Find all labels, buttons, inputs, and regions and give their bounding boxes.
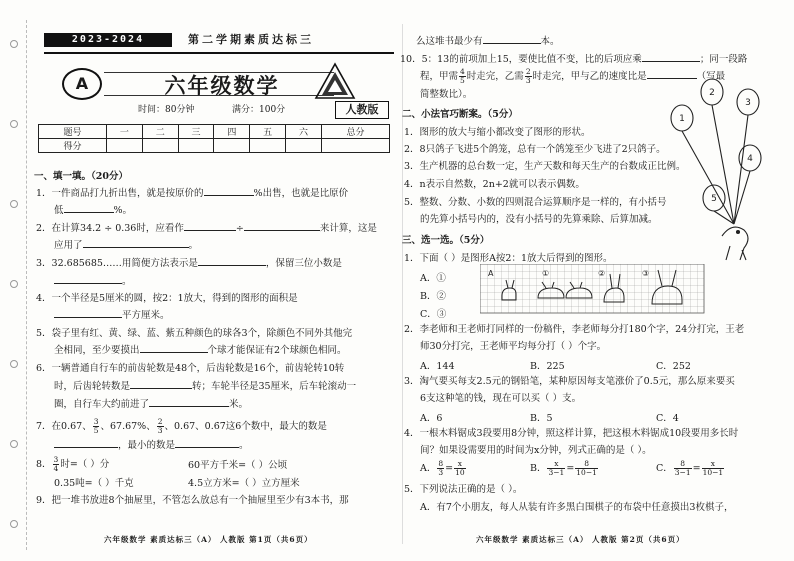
choice-3-option-b[interactable]: B．5 [530, 413, 553, 424]
term-title: 第二学期素质达标三 [188, 33, 314, 46]
footer-right: 六年级数学 素质达标三（A） 人教版 第2页（共6页） [476, 535, 685, 544]
table-cell: 一 [107, 125, 143, 139]
q8-line: 8． $\frac{3}{4}$ 时=（ ）分 [36, 455, 110, 473]
judge-3: 3．生产机器的总台数一定，生产天数和每天生产的台数成正比例。 [404, 161, 686, 172]
fraction: $\frac{3}{4}$ [53, 455, 59, 473]
q4-line: 4．一个半径是5厘米的圆，按2：1放大，得到的图形的面积是 [36, 293, 298, 304]
q9-line: 9．把一堆书放进8个抽屉里，不管怎么放总有一个抽屉里至少有3本书，那 [36, 495, 349, 506]
q1-line: 1．一件商品打九折出售，就是按原价的 %出售，也就是比原价 [36, 188, 349, 199]
judge-1: 1．图形的放大与缩小都改变了图形的形状。 [404, 127, 591, 138]
judge-5: 5．整数、分数、小数的四则混合运算顺序是一样的，有小括号 [404, 197, 667, 208]
answer-blank[interactable] [184, 230, 236, 231]
footer-left: 六年级数学 素质达标三（A） 人教版 第1页（共6页） [104, 535, 313, 544]
score-table [38, 124, 390, 153]
q8-part-c: 0.35吨=（ ）千克 [54, 478, 134, 489]
table-cell: 总分 [321, 125, 389, 139]
answer-blank[interactable] [244, 230, 320, 231]
answer-blank[interactable] [149, 406, 229, 407]
answer-blank[interactable] [54, 283, 122, 284]
section-2-heading: 二、小法官巧断案。（5分） [402, 109, 518, 120]
score-input-cell[interactable] [250, 139, 286, 153]
figure-label: A [488, 269, 494, 278]
answer-blank[interactable] [483, 43, 541, 44]
balloon-label: 3 [745, 98, 751, 108]
table-cell: 得分 [39, 139, 107, 153]
judge-2: 2．8只鸽子飞进5个鸽笼，总有一个鸽笼至少飞进了2只鸽子。 [404, 144, 666, 155]
q10-line-2: 程，甲需 $\frac{4}{5}$ 时走完，乙需 $\frac{2}{3}$ 时走完，甲与乙的速度比是 （写最 [420, 67, 726, 85]
answer-blank[interactable] [54, 447, 118, 448]
edition-badge: 人教版 [335, 101, 389, 119]
score-input-cell[interactable] [107, 139, 143, 153]
fraction: $\frac{2}{3}$ [525, 67, 531, 85]
figure-label: ② [598, 269, 606, 278]
table-cell: 题号 [39, 125, 107, 139]
score-input-cell[interactable] [178, 139, 214, 153]
choice-1: 1．下面（ ）是图形A按2：1放大后得到的图形。 [404, 253, 613, 264]
q5-line: 5．袋子里有红、黄、绿、蓝、紫五种颜色的球各3个，除颜色不同外其他完 [36, 328, 353, 339]
full-score: 满分：100分 [232, 105, 286, 115]
section-3-heading: 三、选一选。（5分） [402, 235, 490, 246]
table-row [39, 125, 390, 139]
q5-line-2: 全相同，至少要摸出 个球才能保证有2个球颜色相同。 [54, 345, 347, 356]
q3-line-2: 。 [54, 276, 132, 288]
q6-line-2: 时，后齿轮转数是 转；车轮半径是35厘米，后车轮滚动一 [54, 381, 357, 392]
table-row [39, 139, 390, 153]
table-cell: 二 [142, 125, 178, 139]
choice-4-option-b[interactable]: B． $\frac{x}{3-1}$ = $\frac{8}{10-1}$ [530, 459, 597, 477]
page-divider [402, 24, 403, 544]
choice-3-option-a[interactable]: A．6 [420, 413, 443, 424]
choice-2-option-b[interactable]: B．225 [530, 361, 565, 372]
cut-line [26, 20, 27, 550]
answer-blank[interactable] [204, 195, 254, 196]
score-input-cell[interactable] [321, 139, 389, 153]
choice-3-line-2: 6支这种笔的钱，现在可以买（ ）支。 [420, 393, 582, 404]
answer-blank[interactable] [140, 352, 208, 353]
score-input-cell[interactable] [286, 139, 322, 153]
binding-hole [10, 200, 18, 208]
answer-blank[interactable] [198, 265, 266, 266]
table-cell: 五 [250, 125, 286, 139]
balloon-label: 5 [711, 194, 717, 204]
section-1-heading: 一、填一填。（20分） [34, 171, 128, 182]
q7-line: 7．在0.67、 $\frac{3}{5}$ 、67.67%、 $\frac{2}{3}$ 、0.67、0.6̇7̇这6个数中，最大的数是 [36, 417, 327, 435]
fraction: $\frac{3}{5}$ [93, 417, 99, 435]
binding-hole [10, 360, 18, 368]
version-badge: A [62, 68, 102, 100]
balloon-label: 4 [747, 154, 753, 164]
choice-3-option-c[interactable]: C．4 [656, 413, 679, 424]
balloon-dog-illustration [664, 74, 774, 264]
choice-2-option-c[interactable]: C．252 [656, 361, 691, 372]
q4-line-2: 平方厘米。 [54, 310, 170, 322]
choice-2-option-a[interactable]: A．144 [420, 361, 455, 372]
q6-line: 6．一辆普通自行车的前齿轮数是48个，后齿轮数是16个，前齿轮转10转 [36, 363, 345, 374]
fraction: $\frac{4}{5}$ [460, 67, 465, 85]
answer-blank[interactable] [130, 388, 192, 389]
choice-4: 4．一根木料锯成3段要用8分钟，照这样计算，把这根木料锯成10段要用多长时 [404, 428, 739, 439]
balloon-label: 1 [679, 114, 685, 124]
choice-1-option-c[interactable]: C．③ [420, 309, 447, 320]
choice-2: 2．李老师和王老师打同样的一份稿件，李老师每分打180个字，24分打完，王老 [404, 324, 745, 335]
binding-hole [10, 120, 18, 128]
q6-line-3: 圈，自行车大约前进了 米。 [54, 399, 249, 410]
binding-hole [10, 440, 18, 448]
q8-part-d: 4.5立方米=（ ）立方厘米 [188, 478, 300, 489]
table-cell: 四 [214, 125, 250, 139]
figure-label: ③ [642, 269, 650, 278]
table-cell: 三 [178, 125, 214, 139]
year-banner: 2023-2024 [44, 33, 172, 47]
pyramid-logo-icon [314, 62, 356, 100]
binding-hole [10, 280, 18, 288]
binding-holes [10, 0, 20, 561]
choice-5-option-a[interactable]: A．有7个小朋友，每人从装有许多黑白围棋子的布袋中任意摸出3枚棋子， [420, 502, 734, 513]
choice-3: 3．淘气要买每支2.5元的钢铅笔，某种原因每支笔涨价了0.5元，那么原来要买 [404, 376, 735, 387]
answer-blank[interactable] [64, 212, 114, 213]
choice-4-line-2: 间？如果设需要用的时间为x分钟，列式正确的是（ ）。 [420, 445, 652, 456]
choice-2-line-2: 师30分打完，王老师平均每分打（ ）个字。 [420, 341, 607, 352]
page-title: 六年级数学 [164, 74, 280, 98]
q8-part-b: 60平方千米=（ ）公顷 [188, 460, 288, 471]
figure-label: ① [542, 269, 550, 278]
table-cell: 六 [286, 125, 322, 139]
rabbit-grid-figure [480, 264, 708, 318]
answer-blank[interactable] [83, 247, 189, 248]
q7-line-2: ，最小的数是 。 [54, 440, 249, 452]
judge-5-line-2: 的先算小括号内的，没有小括号的先算乘除、后算加减。 [420, 214, 658, 225]
score-input-cell[interactable] [214, 139, 250, 153]
score-input-cell[interactable] [142, 139, 178, 153]
answer-blank[interactable] [175, 447, 239, 448]
q2-line: 2．在计算34.2 ÷ 0.36时，应看作 ÷ 来计算，这是 [36, 223, 377, 234]
q9-line-2: 么这堆书最少有 本。 [416, 36, 560, 47]
answer-blank[interactable] [54, 317, 122, 318]
choice-5: 5．下列说法正确的是（ ）。 [404, 484, 523, 495]
binding-hole [10, 520, 18, 528]
binding-hole [10, 40, 18, 48]
answer-blank[interactable] [642, 61, 700, 62]
q3-line: 3．32.685685……用简便方法表示是 ，保留三位小数是 [36, 258, 342, 269]
judge-4: 4．n表示自然数，2n+2就可以表示偶数。 [404, 179, 585, 190]
q1-line-2: 低 %。 [54, 205, 133, 216]
header-rule [44, 52, 394, 54]
balloon-label: 2 [709, 88, 715, 98]
choice-1-option-b[interactable]: B．② [420, 291, 446, 302]
choice-4-option-a[interactable]: A． $\frac{8}{3}$ = $\frac{x}{10}$ [420, 459, 465, 477]
fraction: $\frac{2}{3}$ [157, 417, 163, 435]
choice-4-option-c[interactable]: C． $\frac{8}{3-1}$ = $\frac{x}{10-1}$ [656, 459, 724, 477]
choice-1-option-a[interactable]: A．① [420, 273, 446, 284]
q2-line-2: 应用了 。 [54, 240, 199, 251]
exam-time: 时间：80分钟 [138, 105, 195, 115]
q10-line-3: 简整数比）。 [420, 89, 473, 100]
q10-line: 10．5：13的前项加上15，要使比值不变，比的后项应乘 ；同一段路 [400, 54, 748, 65]
